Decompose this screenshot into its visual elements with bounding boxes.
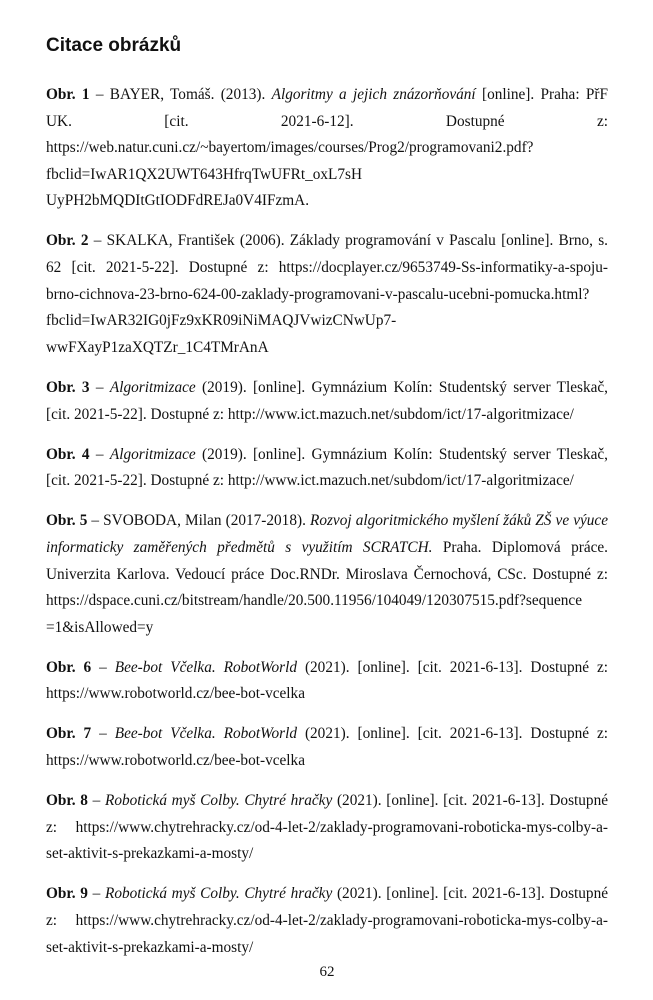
citation-entry [46, 442, 608, 495]
citation-title: Algoritmy a jejich znázorňování [271, 86, 476, 103]
citation-list [46, 82, 608, 975]
citation-label: Obr. 5 [46, 512, 88, 530]
citation-tail: (2021). [online]. [cit. 2021-6-13]. Dostupné z: https://www.chytrehracky.cz/od-4-let-2/zaklady-programovani-roboticka-mys-colby-a-set-aktivit-s-prekazkami-a-mosty/ [46, 792, 609, 863]
citation-title: Algoritmizace [109, 378, 196, 396]
citation-lead: – [89, 445, 110, 463]
citation-label: Obr. 9 [46, 885, 88, 903]
citation-entry [46, 881, 608, 961]
citation-title: Robotická myš Colby. Chytré hračky [104, 885, 333, 903]
citation-label: Obr. 8 [46, 792, 88, 810]
citation-entry [46, 655, 608, 708]
citation-label: Obr. 7 [46, 725, 92, 743]
page-number: 62 [319, 964, 335, 980]
citation-title: Bee-bot Včelka. RobotWorld [114, 725, 297, 743]
citation-label: Obr. 3 [46, 378, 90, 396]
citation-label: Obr. 2 [46, 232, 89, 250]
citation-title: Robotická myš Colby. Chytré hračky [104, 792, 333, 810]
citation-label: Obr. 6 [46, 658, 92, 676]
citation-entry [46, 788, 608, 868]
citation-tail: (2021). [online]. [cit. 2021-6-13]. Dostupné z: https://www.robotworld.cz/bee-bot-vcelka [46, 725, 609, 770]
citation-lead: – [91, 658, 115, 676]
citation-entry [46, 375, 608, 428]
citation-lead: – [87, 792, 105, 810]
document-page [46, 0, 608, 1000]
page-heading: Citace obrázků [46, 35, 182, 56]
citation-title: Bee-bot Včelka. RobotWorld [114, 658, 297, 676]
citation-entry [46, 228, 608, 361]
citation-tail: Praha. Diplomová práce. Univerzita Karlova. Vedoucí práce Doc.RNDr. Miroslava Černochová, CSc. Dostupné z: https://dspace.cuni.cz/bitstream/handle/20.500.11956/104049/120307515.pdf?sequence =1&isAllowed=y [46, 538, 609, 636]
citation-tail: (2019). [online]. Gymnázium Kolín: Studentský server Tleskač, [cit. 2021-5-22]. Dostupné z: http://www.ict.mazuch.net/subdom/ict/17-algoritmizace/ [46, 445, 609, 490]
citation-tail: (2021). [online]. [cit. 2021-6-13]. Dostupné z: https://www.robotworld.cz/bee-bot-vcelka [46, 658, 609, 703]
citation-label: Obr. 1 [46, 86, 90, 103]
citation-entry [46, 721, 608, 774]
citation-lead: – SKALKA, František (2006). Základy programování v Pascalu [online]. Brno, s. 62 [cit. 2021-5-22]. Dostupné z: https://docplayer.cz/9653749-Ss-informatiky-a-spoju-brno-cichnova-23-brno-624-00-zaklady-programovani-v-pascalu-ucebni-pomucka.html?fbclid=IwAR32IG0jFz9xKR09iNiMAQJVwizCNwUp7-wwFXayP1zaXQTZr_1C4TMrAnA [46, 232, 608, 356]
citation-tail: [online]. Praha: PřF UK. [cit. 2021-6-12]. Dostupné z: https://web.natur.cuni.cz/~bayertom/images/courses/Prog2/programovani2.pdf?fbclid=IwAR1QX2UWT643HfrqTwUFRt_oxL7sH UyPH2bMQDItGtIODFdREJa0V4IFzmA. [46, 86, 608, 210]
citation-lead: – BAYER, Tomáš. (2013). [89, 86, 272, 103]
citation-label: Obr. 4 [46, 445, 90, 463]
citation-lead: – [91, 725, 115, 743]
citation-lead: – [87, 885, 105, 903]
citation-entry [46, 82, 608, 215]
citation-entry [46, 508, 608, 641]
citation-tail: (2019). [online]. Gymnázium Kolín: Studentský server Tleskač, [cit. 2021-5-22]. Dostupné z: http://www.ict.mazuch.net/subdom/ict/17-algoritmizace/ [46, 378, 609, 423]
citation-title: Rozvoj algoritmického myšlení žáků ZŠ ve výuce informaticky zaměřených předmětů s využitím SCRATCH. [46, 512, 608, 556]
citation-title: Algoritmizace [109, 445, 196, 463]
citation-lead: – [89, 378, 110, 396]
citation-lead: – SVOBODA, Milan (2017-2018). [87, 512, 310, 530]
citation-tail: (2021). [online]. [cit. 2021-6-13]. Dostupné z: https://www.chytrehracky.cz/od-4-let-2/zaklady-programovani-roboticka-mys-colby-a-set-aktivit-s-prekazkami-a-mosty/ [46, 885, 609, 956]
